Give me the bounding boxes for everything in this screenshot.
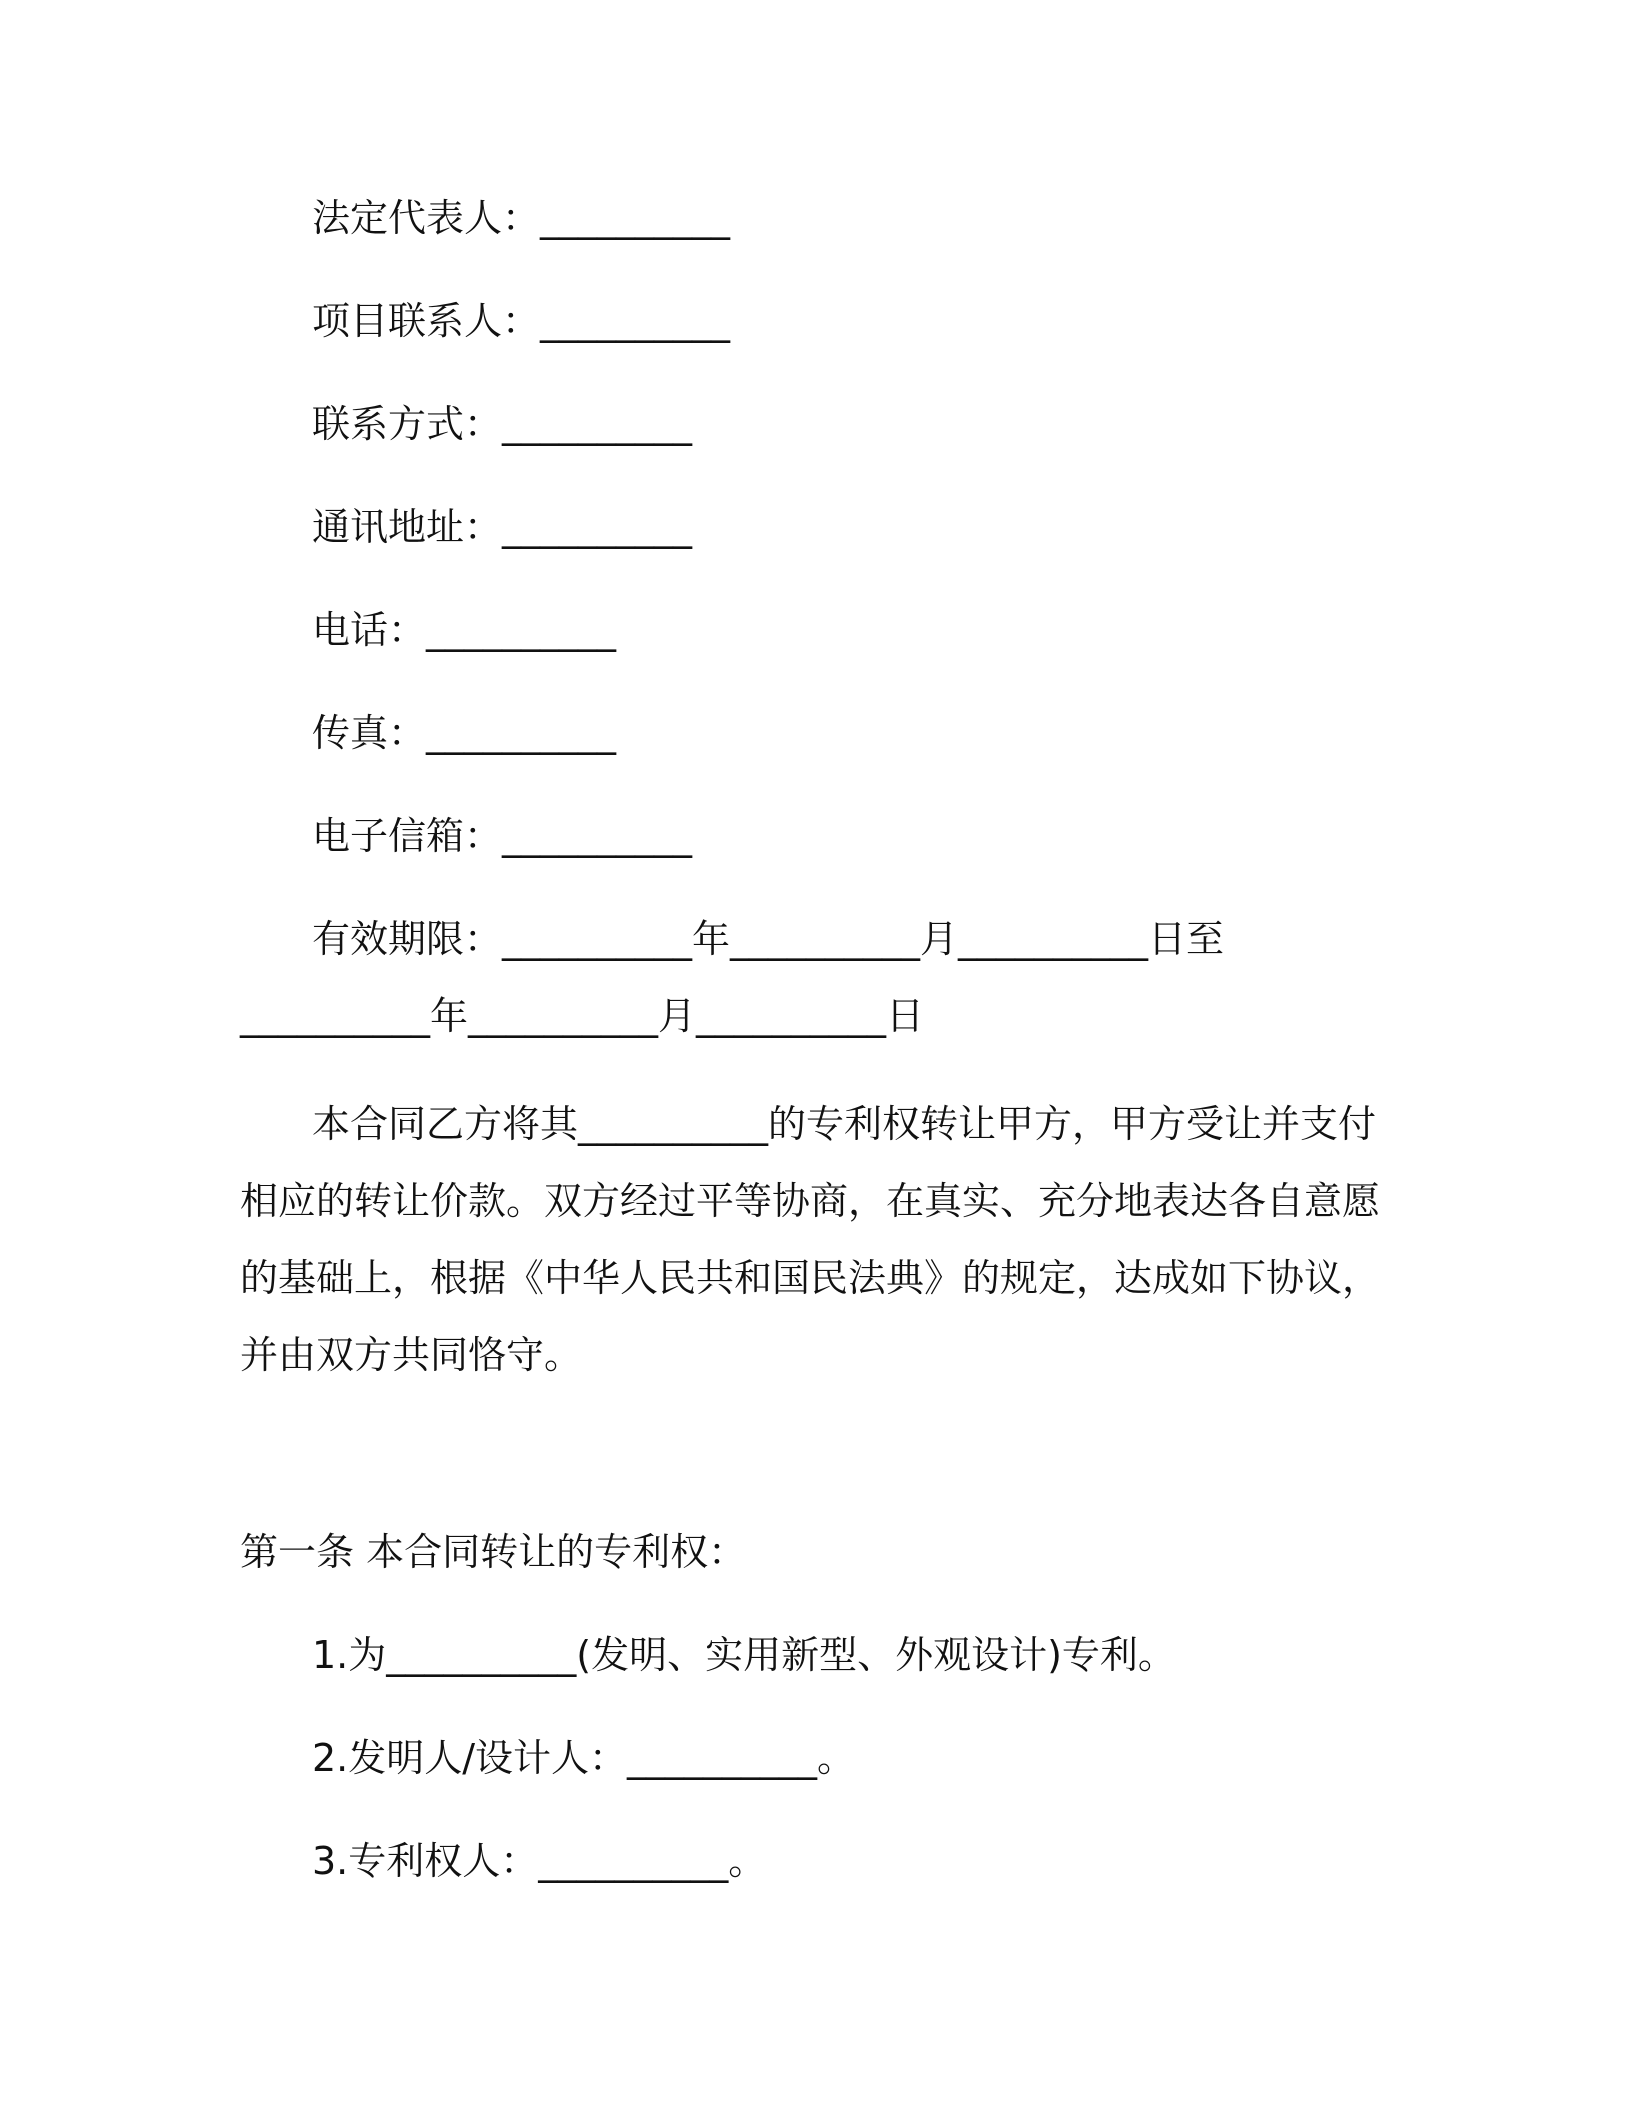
intro-line-3: 的基础上，根据《中华人民共和国民法典》的规定，达成如下协议， [240,1256,1381,1300]
intro-line-2: 相应的转让价款。双方经过平等协商，在真实、充分地表达各自意愿 [240,1179,1381,1223]
legal-representative-line [312,194,730,242]
article-1-item-1: 1.为__________(发明、实用新型、外观设计)专利。 [312,1633,1176,1677]
phone-line [312,606,616,654]
article-1-item-2: 2.发明人/设计人：__________。 [312,1736,856,1780]
fax-line [312,709,616,757]
mailing-address-line [312,503,692,551]
blank-line: __________ [426,711,617,755]
intro-line-4: 并由双方共同恪守。 [240,1333,583,1377]
validity-line-2: __________年__________月__________日 [240,994,925,1038]
intro-line-1-text: 本合同乙方将其__________的专利权转让甲方，甲方受让并支付 [312,1102,1377,1146]
field-label: 法定代表人： [312,196,541,240]
field-label: 联系方式： [312,402,503,446]
intro-line-1 [240,1086,1400,1163]
field-label: 项目联系人： [312,299,541,343]
blank-line: __________ [502,814,693,858]
article-1-heading: 第一条 本合同转让的专利权： [240,1530,747,1574]
email-line [312,812,692,860]
field-label: 通讯地址： [312,505,503,549]
article-1-item-3: 3.专利权人：__________。 [312,1839,767,1883]
project-contact-line [312,297,730,345]
intro-paragraph [240,1086,1400,1394]
blank-line: __________ [426,608,617,652]
field-label: 电话： [312,608,427,652]
field-label: 传真： [312,711,427,755]
blank-line: __________ [540,196,731,240]
contact-method-line [312,400,692,448]
validity-line-1: 有效期限：__________年__________月__________日至 [312,917,1225,961]
blank-line: __________ [502,402,693,446]
field-label: 电子信箱： [312,814,503,858]
blank-line: __________ [502,505,693,549]
blank-line: __________ [540,299,731,343]
